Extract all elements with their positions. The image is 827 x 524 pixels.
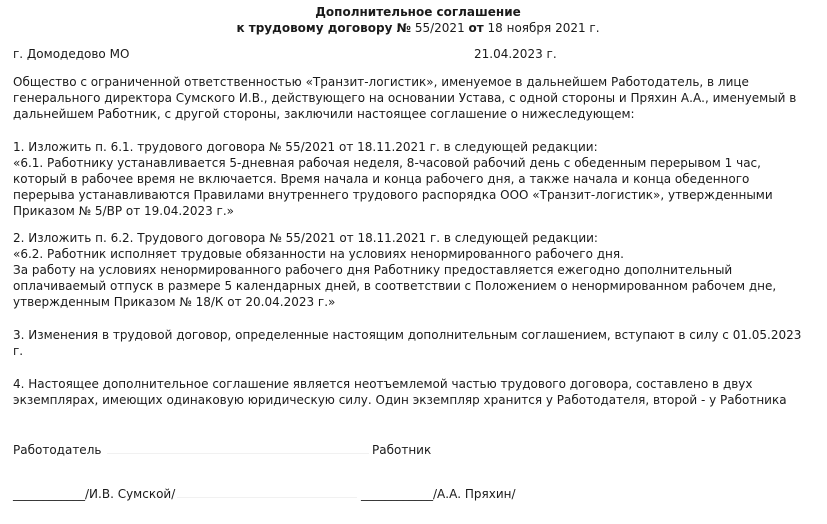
employer-label: Работодатель: [13, 443, 102, 457]
employee-signature: ____________/А.А. Пряхин/: [361, 487, 516, 501]
place-date-row: [13, 46, 813, 62]
signature-gap-line: [177, 497, 357, 498]
clause-1: [13, 139, 813, 219]
signature-names-row: [13, 486, 813, 504]
employer-signature-line: [107, 453, 369, 454]
title-contract-prefix: к трудовому договору №: [236, 21, 412, 35]
document: [13, 4, 813, 504]
document-date: 21.04.2023 г.: [474, 47, 557, 61]
city: г. Домодедово МО: [13, 47, 130, 61]
clause-2-body-line-1: «6.2. Работник исполняет трудовые обязанности на условиях ненормированного рабочего дня.: [13, 247, 624, 261]
title-contract-date: 18 ноября 2021 г.: [483, 21, 600, 35]
clause-2: [13, 230, 813, 310]
employee-label: Работник: [372, 443, 432, 457]
clause-4: 4. Настоящее дополнительное соглашение является неотъемлемой частью трудового договора, составлено в двух экземплярах, имеющих одинаковую юридическую силу. Один экземпляр хранится у Работодателя, второй - у Работника: [13, 377, 787, 407]
title-contract-number: 55/2021: [411, 21, 469, 35]
title-line-2: [13, 20, 823, 36]
title-from: от: [468, 21, 484, 35]
document-title: [13, 4, 823, 36]
signature-labels-row: [13, 442, 813, 460]
clause-2-heading: 2. Изложить п. 6.2. Трудового договора № 55/2021 от 18.11.2021 г. в следующей редакции:: [13, 231, 598, 245]
employer-signature: ____________/И.В. Сумской/: [13, 487, 176, 501]
clause-1-body: «6.1. Работнику устанавливается 5-дневная рабочая неделя, 8-часовой рабочий день с обеденным перерывом 1 час, который в рабочее время не включается. Время начала и конца рабочего дня, а также начала и конца обеденного перерыва устанавливаются Правилами внутреннего трудового распорядка ООО «Транзит-логистик», утвержденными Приказом № 5/ВР от 19.04.2023 г.»: [13, 156, 773, 218]
clause-3: 3. Изменения в трудовой договор, определенные настоящим дополнительным соглашением, вступают в силу с 01.05.2023 г.: [13, 328, 802, 358]
clause-2-body-line-2: За работу на условиях ненормированного рабочего дня Работнику предоставляется ежегодно дополнительный оплачиваемый отпуск в размере 5 календарных дней, в соответствии с Положением о ненормированном рабочем дне, утвержденным Приказом № 18/К от 20.04.2023 г.»: [13, 263, 777, 309]
intro-paragraph: Общество с ограниченной ответственностью «Транзит-логистик», именуемое в дальнейшем Работодатель, в лице генерального директора Сумского И.В., действующего на основании Устава, с одной стороны и Пряхин А.А., именуемый в дальнейшем Работник, с другой стороны, заключили настоящее соглашение о нижеследующем:: [13, 75, 797, 121]
clause-1-heading: 1. Изложить п. 6.1. трудового договора № 55/2021 от 18.11.2021 г. в следующей редакции:: [13, 140, 598, 154]
title-line-1: Дополнительное соглашение: [315, 5, 521, 19]
